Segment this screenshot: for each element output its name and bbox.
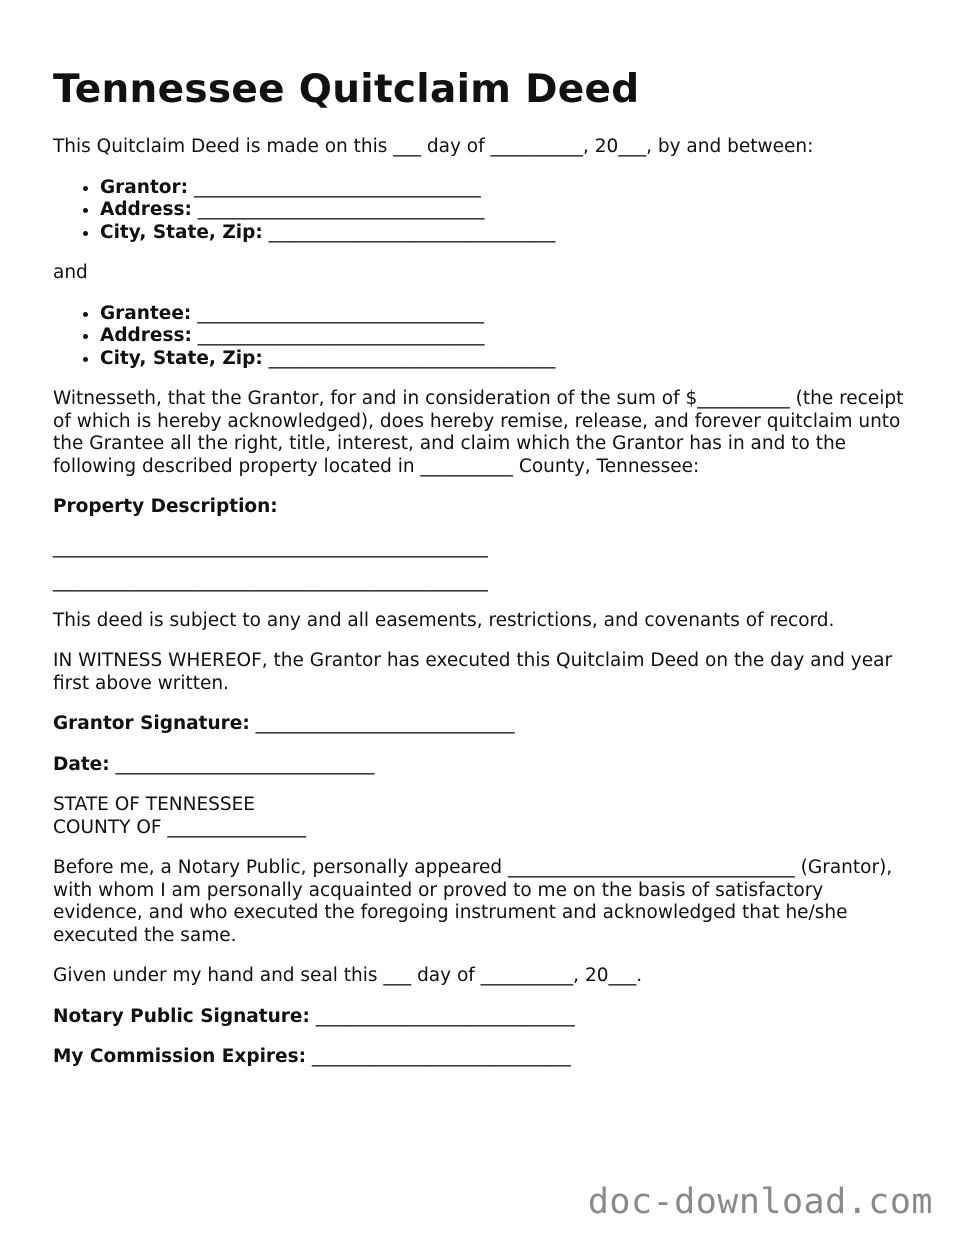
- commission-label: My Commission Expires:: [53, 1046, 307, 1067]
- grantor-address-label: Address:: [100, 199, 192, 220]
- grantor-address-item: [100, 199, 913, 222]
- grantee-name-blank: _______________________________: [197, 302, 484, 324]
- in-witness-paragraph: IN WITNESS WHEREOF, the Grantor has executed this Quitclaim Deed on the day and year first above written.: [53, 650, 893, 694]
- property-description-line-1: _______________________________________________: [53, 536, 488, 558]
- witnesseth-paragraph: Witnesseth, that the Grantor, for and in consideration of the sum of $__________ (the receipt of which is hereby acknowledged), does hereby remise, release, and forever quitclaim unto the Grantee all the right, title, interest, and claim which the Grantor has in and to the following described property located in __________ County, Tennessee:: [53, 388, 904, 477]
- and-text: and: [53, 262, 88, 283]
- deed-document: [53, 66, 913, 1087]
- property-description-label: [53, 496, 913, 519]
- grantee-address-item: [100, 325, 913, 348]
- state-county-block: [53, 794, 913, 839]
- grantee-list: [53, 303, 913, 371]
- given-paragraph: Given under my hand and seal this ___ day of __________, 20___.: [53, 965, 643, 986]
- grantee-name-label: Grantee:: [100, 302, 192, 324]
- intro-paragraph: This Quitclaim Deed is made on this ___ day of __________, 20___, by and between:: [53, 136, 814, 157]
- grantor-city-blank: _______________________________: [268, 221, 556, 243]
- property-description-heading: Property Description:: [53, 496, 278, 517]
- county-line: COUNTY OF _______________: [53, 816, 307, 838]
- grantee-city-item: [100, 348, 913, 371]
- notary-signature-blank: ____________________________: [315, 1005, 575, 1027]
- commission-line: [53, 1046, 913, 1069]
- date-label: Date:: [53, 753, 110, 775]
- commission-blank: ____________________________: [311, 1046, 571, 1067]
- grantor-address-blank: _______________________________: [197, 199, 485, 220]
- grantor-signature-label: Grantor Signature:: [53, 713, 250, 734]
- watermark: doc-download.com: [587, 1182, 933, 1222]
- grantor-city-item: [100, 222, 913, 245]
- grantee-address-label: Address:: [100, 325, 192, 346]
- grantee-address-blank: _______________________________: [197, 325, 485, 346]
- property-description-line-2: _______________________________________________: [53, 571, 488, 592]
- notary-paragraph: Before me, a Notary Public, personally appeared _______________________________ (Grantor), with whom I am personally acquainted or proved to me on the basis of satisfactory evidence, and who executed the foregoing instrument and acknowledged that he/she executed the same.: [53, 857, 893, 946]
- notary-signature-line: [53, 1006, 913, 1029]
- grantee-name-item: [100, 303, 913, 326]
- page-title: Tennessee Quitclaim Deed: [53, 67, 640, 112]
- grantee-city-label: City, State, Zip:: [100, 347, 263, 369]
- subject-paragraph: This deed is subject to any and all easements, restrictions, and covenants of record.: [53, 609, 835, 631]
- grantor-list: [53, 177, 913, 245]
- grantee-city-blank: _______________________________: [268, 347, 556, 369]
- grantor-name-item: [100, 177, 913, 200]
- grantor-signature-line: [53, 713, 913, 736]
- grantor-signature-blank: ____________________________: [255, 713, 515, 734]
- notary-signature-label: Notary Public Signature:: [53, 1005, 310, 1027]
- grantor-name-blank: _______________________________: [193, 176, 481, 198]
- state-line: STATE OF TENNESSEE: [53, 794, 256, 815]
- date-blank: ____________________________: [115, 753, 375, 775]
- date-line: [53, 754, 913, 777]
- grantor-name-label: Grantor:: [100, 176, 189, 198]
- grantor-city-label: City, State, Zip:: [100, 221, 263, 243]
